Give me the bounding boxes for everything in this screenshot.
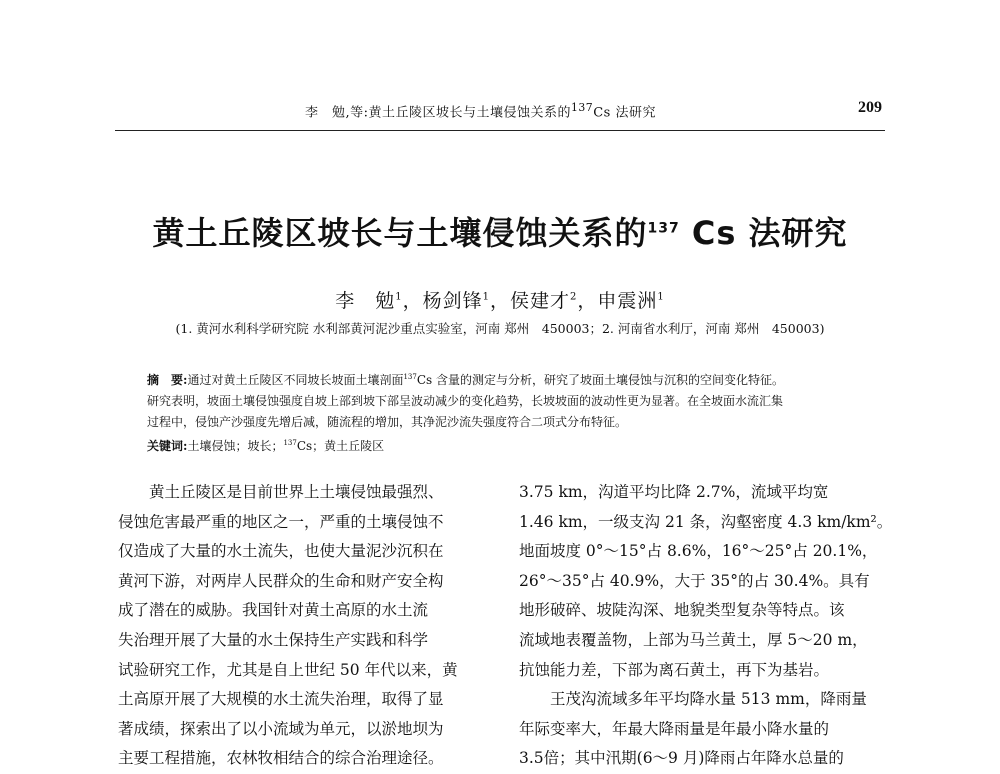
body-line: 26°～35°占 40.9%，大于 35°的占 30.4%。具有 xyxy=(519,571,870,590)
body-line: 年际变率大，年最大降雨量是年最小降水量的 xyxy=(519,719,830,738)
body-line: 侵蚀危害最严重的地区之一，严重的土壤侵蚀不 xyxy=(118,512,444,531)
body-line: 1.46 km，一级支沟 21 条，沟壑密度 4.3 km/km²。 xyxy=(519,512,893,531)
body-column-left xyxy=(118,478,488,774)
abstract xyxy=(147,367,867,457)
body-line: 黄河下游，对两岸人民群众的生命和财产安全构 xyxy=(118,571,444,590)
author-name: 李 勉 xyxy=(335,290,396,312)
author-affil: 2 xyxy=(570,291,578,303)
abstract-label: 摘 要: xyxy=(147,373,188,387)
abstract-line: 研究表明，坡面土壤侵蚀强度自坡上部到坡下部呈波动减少的变化趋势，长坡坡面的波动性更为显著。在全坡面水流汇集 xyxy=(147,394,784,408)
abstract-line: 过程中，侵蚀产沙强度先增后减，随流程的增加，其净泥沙流失强度符合二项式分布特征。 xyxy=(147,415,628,429)
author-affil: 1 xyxy=(395,291,403,303)
body-line: 3.75 km，沟道平均比降 2.7%，流域平均宽 xyxy=(519,483,829,501)
author-affil: 1 xyxy=(482,291,490,303)
body-line: 地面坡度 0°～15°占 8.6%，16°～25°占 20.1%， xyxy=(519,542,878,561)
running-head: 李 勉,等:黄土丘陵区坡长与土壤侵蚀关系的$^{137}$Cs 法研究 xyxy=(305,101,656,121)
author-name: 侯建才 xyxy=(510,290,571,312)
author-affil: 1 xyxy=(657,291,665,303)
body-column-right xyxy=(519,478,893,774)
author-name: 杨剑锋 xyxy=(422,290,483,312)
author-name: 申震洲 xyxy=(597,290,658,312)
affiliation: (1. 黄河水利科学研究院 水利部黄河泥沙重点实验室，河南 郑州 450003；2. 河南省水利厅，河南 郑州 450003) xyxy=(175,321,825,336)
body-line: 抗蚀能力差，下部为离石黄土，再下为基岩。 xyxy=(519,660,830,679)
body-line: 黄土丘陵区是目前世界上土壤侵蚀最强烈、 xyxy=(118,483,444,501)
body-line: 失治理开展了大量的水土保持生产实践和科学 xyxy=(118,630,429,649)
body-line: 成了潜在的威胁。我国针对黄土高原的水土流 xyxy=(118,601,429,620)
paper-title: 黄土丘陵区坡长与土壤侵蚀关系的$^{137}$ Cs 法研究 xyxy=(152,214,848,252)
header-rule xyxy=(115,130,885,131)
author-list: 李 勉$^1$，杨剑锋$^1$，侯建才$^2$，申震洲$^1$ xyxy=(335,290,665,312)
keywords: 关键词:土壤侵蚀；坡长；$^{137}$Cs；黄土丘陵区 xyxy=(147,439,385,453)
body-line: 土高原开展了大规模的水土流失治理，取得了显 xyxy=(118,690,444,709)
keywords-label: 关键词: xyxy=(147,439,188,453)
body-line: 主要工程措施，农林牧相结合的综合治理途径。 xyxy=(118,749,444,768)
page-number: 209 xyxy=(858,99,882,116)
body-line: 流域地表覆盖物，上部为马兰黄土，厚 5～20 m， xyxy=(519,630,868,649)
body-line: 仅造成了大量的水土流失，也使大量泥沙沉积在 xyxy=(118,542,444,561)
abstract-line: 摘 要:通过对黄土丘陵区不同坡长坡面土壤剖面$^{137}$Cs 含量的测定与分析，研究了坡面土壤侵蚀与沉积的空间变化特征。 xyxy=(147,373,784,387)
body-line: 王茂沟流域多年平均降水量 513 mm，降雨量 xyxy=(519,690,867,709)
body-line: 3.5倍；其中汛期(6～9 月)降雨占年降水总量的 xyxy=(519,749,844,768)
body-line: 地形破碎、坡陡沟深、地貌类型复杂等特点。该 xyxy=(519,601,845,620)
body-line: 著成绩，探索出了以小流域为单元，以淤地坝为 xyxy=(118,719,444,738)
body-line: 试验研究工作，尤其是自上世纪 50 年代以来，黄 xyxy=(118,660,458,679)
